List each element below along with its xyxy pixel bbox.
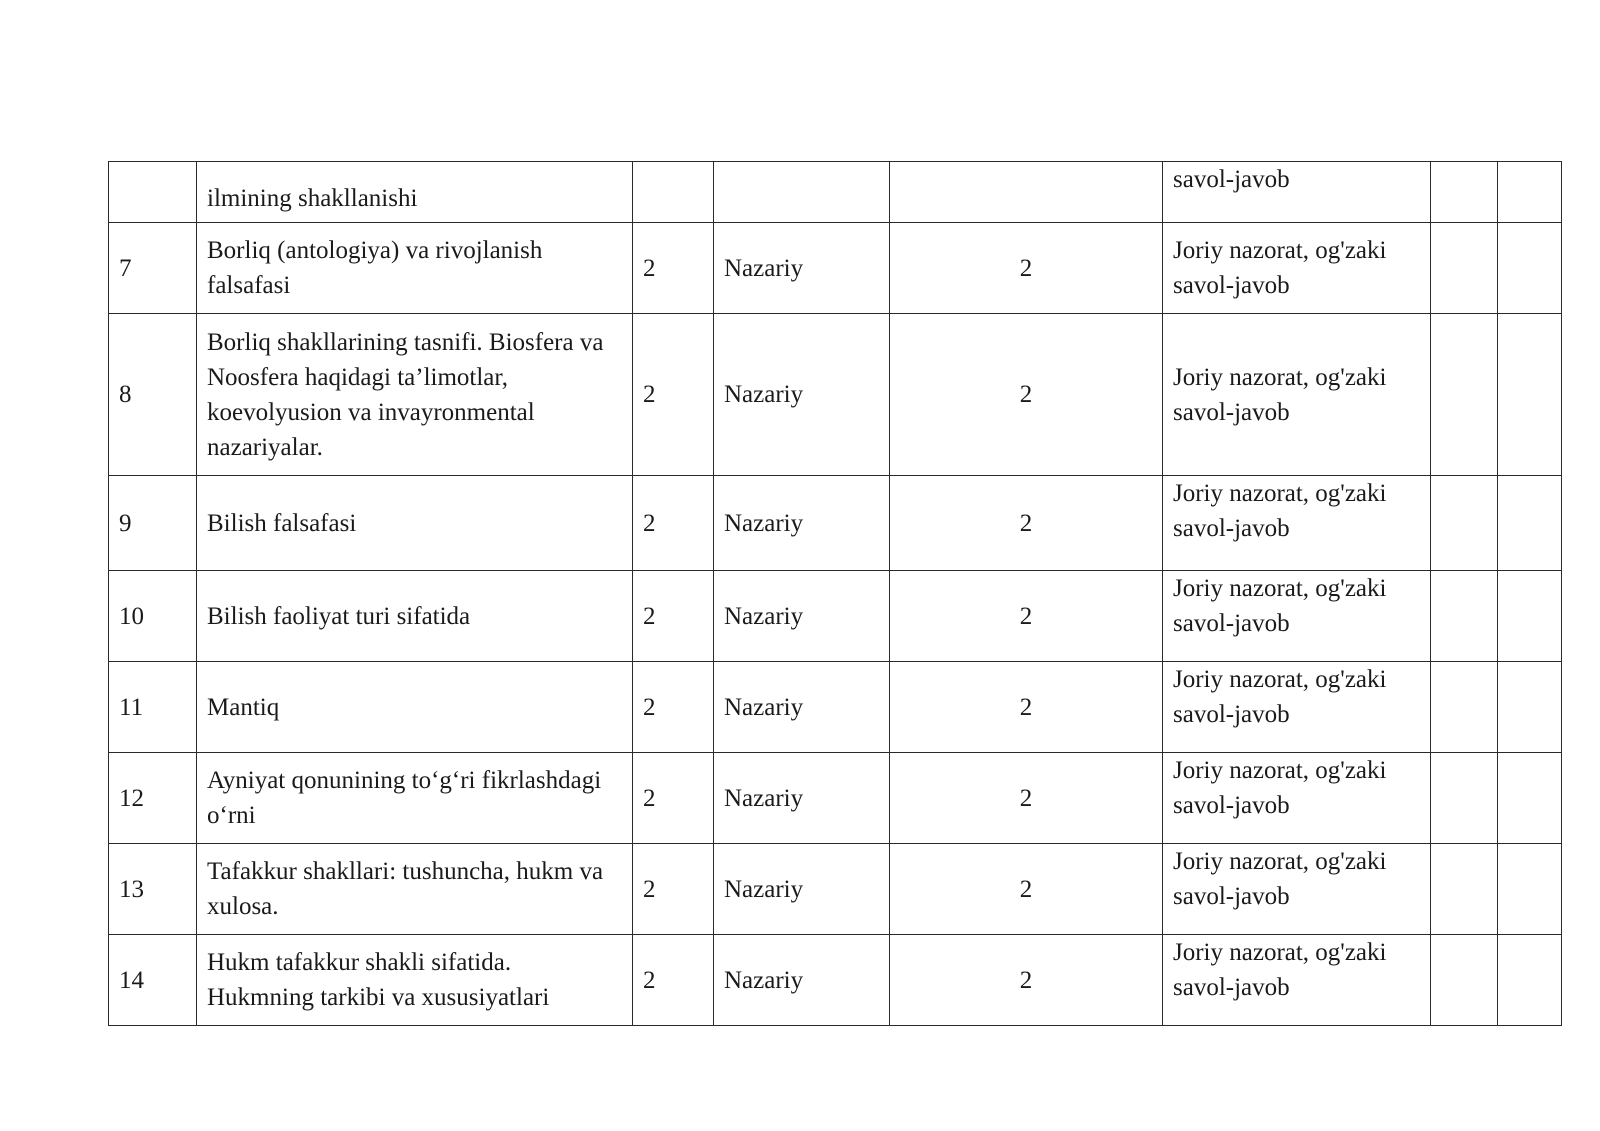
table-row — [109, 844, 1562, 935]
empty-cell — [1431, 571, 1498, 662]
hours-cell: 2 — [633, 662, 714, 753]
empty-cell — [1498, 753, 1562, 844]
row-number-cell: 7 — [109, 223, 197, 314]
empty-cell — [1498, 314, 1562, 476]
assessment-cell: Joriy nazorat, og'zaki savol-javob — [1163, 844, 1431, 935]
row-number-cell: 12 — [109, 753, 197, 844]
row-number-cell: 9 — [109, 476, 197, 571]
empty-cell — [1431, 476, 1498, 571]
empty-cell — [1498, 844, 1562, 935]
empty-cell — [1431, 223, 1498, 314]
topic-cell: Bilish falsafasi — [197, 476, 633, 571]
empty-cell — [1498, 571, 1562, 662]
lesson-type-cell: Nazariy — [714, 476, 890, 571]
hours-cell: 2 — [633, 314, 714, 476]
row-number-cell: 8 — [109, 314, 197, 476]
table-row — [109, 571, 1562, 662]
hours-cell: 2 — [633, 476, 714, 571]
assessment-cell: Joriy nazorat, og'zaki savol-javob — [1163, 571, 1431, 662]
table-row — [109, 162, 1562, 223]
assessment-cell: Joriy nazorat, og'zaki savol-javob — [1163, 223, 1431, 314]
hours-cell: 2 — [633, 935, 714, 1026]
topic-cell: Borliq (antologiya) va rivojlanish falsafasi — [197, 223, 633, 314]
assessment-cell: Joriy nazorat, og'zaki savol-javob — [1163, 753, 1431, 844]
empty-cell — [1431, 753, 1498, 844]
topic-cell: Borliq shakllarining tasnifi. Biosfera va Noosfera haqidagi ta’limotlar, koevolyusion va invayronmental nazariyalar. — [197, 314, 633, 476]
table-row — [109, 753, 1562, 844]
hours-cell: 2 — [633, 753, 714, 844]
row-number-cell — [109, 162, 197, 223]
empty-cell — [1498, 162, 1562, 223]
empty-cell — [1431, 844, 1498, 935]
assessment-cell: Joriy nazorat, og'zaki savol-javob — [1163, 476, 1431, 571]
hours-total-cell: 2 — [890, 571, 1163, 662]
hours-total-cell: 2 — [890, 753, 1163, 844]
row-number-cell: 11 — [109, 662, 197, 753]
hours-total-cell: 2 — [890, 844, 1163, 935]
table-row — [109, 935, 1562, 1026]
topic-cell: Tafakkur shakllari: tushuncha, hukm va xulosa. — [197, 844, 633, 935]
empty-cell — [1431, 314, 1498, 476]
lesson-type-cell: Nazariy — [714, 314, 890, 476]
empty-cell — [1498, 662, 1562, 753]
lesson-type-cell: Nazariy — [714, 571, 890, 662]
row-number-cell: 14 — [109, 935, 197, 1026]
row-number-cell: 13 — [109, 844, 197, 935]
topic-cell: Ayniyat qonunining to‘g‘ri fikrlashdagi o‘rni — [197, 753, 633, 844]
assessment-cell: savol-javob — [1163, 162, 1431, 223]
lesson-type-cell: Nazariy — [714, 662, 890, 753]
hours-cell: 2 — [633, 844, 714, 935]
topic-cell: Mantiq — [197, 662, 633, 753]
topic-cell: ilmining shakllanishi — [197, 162, 633, 223]
hours-cell: 2 — [633, 223, 714, 314]
lesson-type-cell: Nazariy — [714, 223, 890, 314]
empty-cell — [1431, 662, 1498, 753]
topic-cell: Hukm tafakkur shakli sifatida. Hukmning tarkibi va xususiyatlari — [197, 935, 633, 1026]
empty-cell — [1498, 935, 1562, 1026]
hours-total-cell: 2 — [890, 662, 1163, 753]
hours-total-cell: 2 — [890, 314, 1163, 476]
hours-total-cell: 2 — [890, 935, 1163, 1026]
lesson-type-cell: Nazariy — [714, 844, 890, 935]
lesson-type-cell: Nazariy — [714, 935, 890, 1026]
table-row — [109, 662, 1562, 753]
lesson-schedule-table — [108, 161, 1562, 1026]
hours-cell — [633, 162, 714, 223]
empty-cell — [1431, 162, 1498, 223]
table-row — [109, 476, 1562, 571]
empty-cell — [1498, 223, 1562, 314]
assessment-cell: Joriy nazorat, og'zaki savol-javob — [1163, 935, 1431, 1026]
assessment-cell: Joriy nazorat, og'zaki savol-javob — [1163, 314, 1431, 476]
hours-total-cell — [890, 162, 1163, 223]
table-row — [109, 314, 1562, 476]
hours-cell: 2 — [633, 571, 714, 662]
row-number-cell: 10 — [109, 571, 197, 662]
topic-cell: Bilish faoliyat turi sifatida — [197, 571, 633, 662]
hours-total-cell: 2 — [890, 476, 1163, 571]
lesson-type-cell — [714, 162, 890, 223]
empty-cell — [1498, 476, 1562, 571]
hours-total-cell: 2 — [890, 223, 1163, 314]
table-row — [109, 223, 1562, 314]
assessment-cell: Joriy nazorat, og'zaki savol-javob — [1163, 662, 1431, 753]
lesson-type-cell: Nazariy — [714, 753, 890, 844]
empty-cell — [1431, 935, 1498, 1026]
